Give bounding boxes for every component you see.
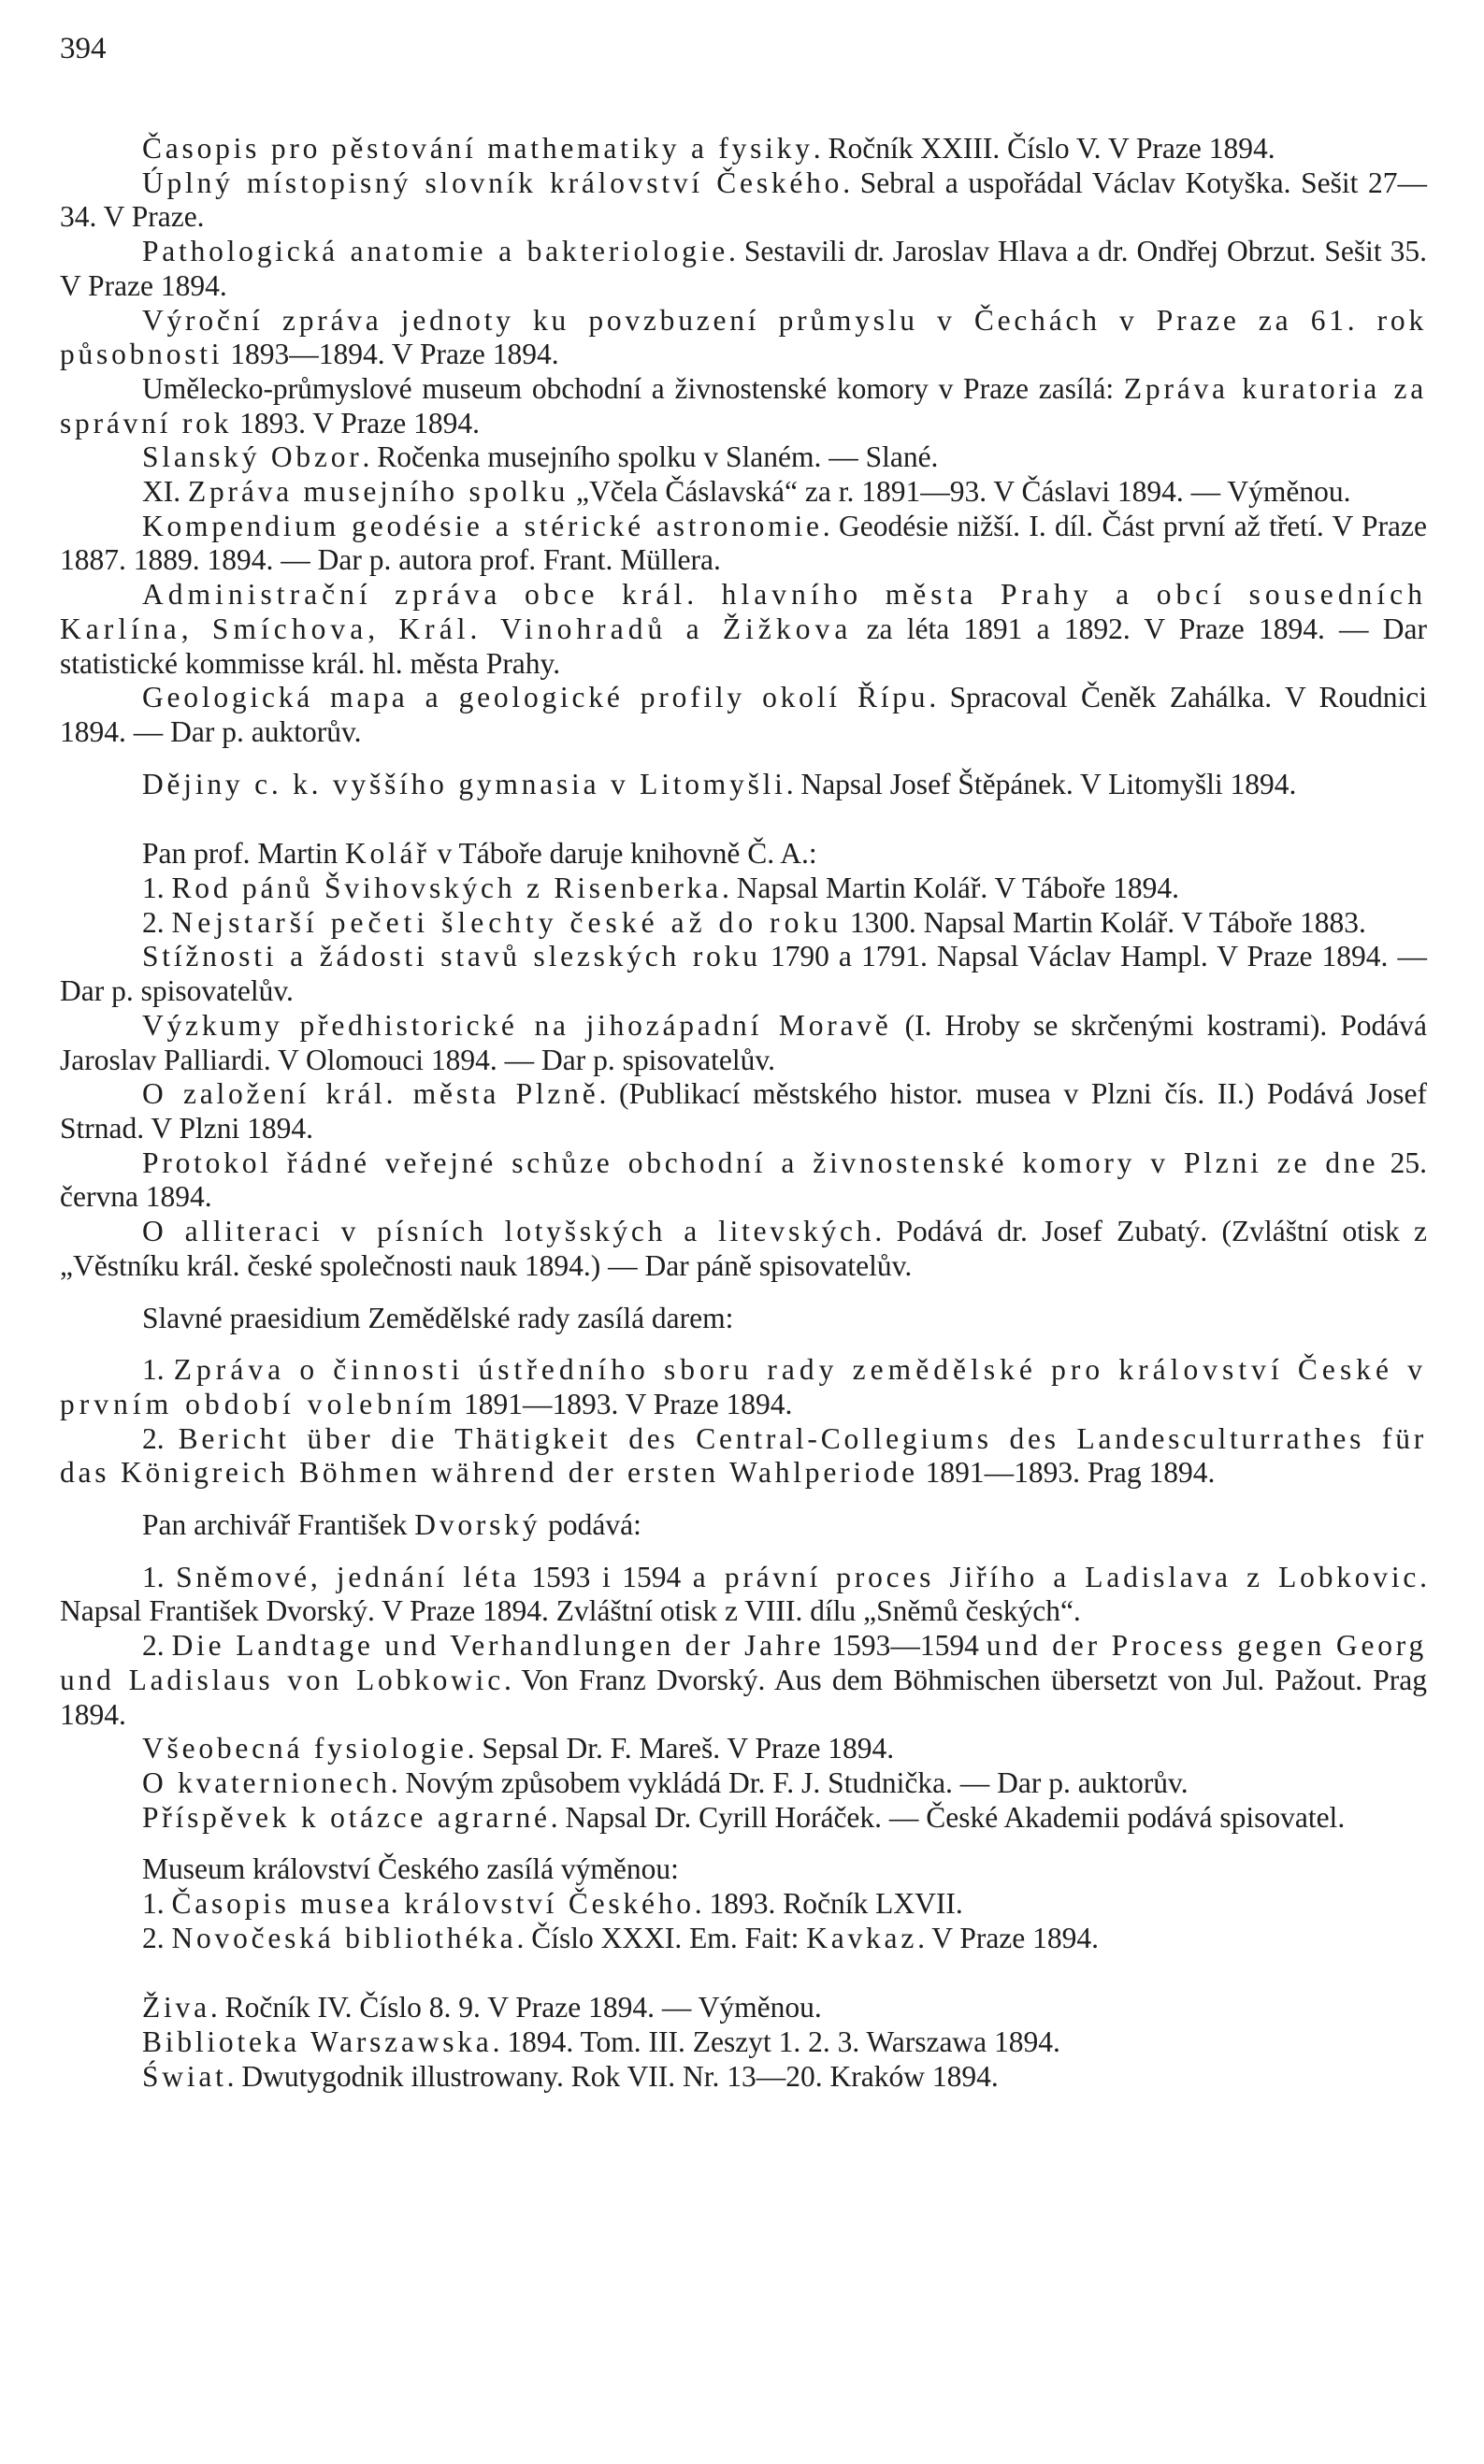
entry-27-rest: . Novým způsobem vykládá Dr. F. J. Studnička. — Dar p. auktorův. — [390, 1765, 1189, 1799]
entry-23 — [60, 1508, 1427, 1543]
entry-11-title: Dějiny c. k. vyššího gymnasia v Litomyšli — [142, 767, 786, 800]
entry-1-rest: . Ročník XXIII. Číslo V. V Praze 1894. — [813, 132, 1275, 165]
entry-22-pre: 2. — [142, 1421, 179, 1455]
page-number: 394 — [60, 32, 107, 65]
entry-26 — [60, 1732, 1427, 1766]
entry-12-pre: Pan prof. Martin — [142, 837, 345, 871]
entry-15-rest: 1790 a 1791. Napsal Václav Hampl. V Praze 1894. — Dar p. spisovatelův. — [60, 940, 1427, 1008]
entry-33-rest: . 1894. Tom. III. Zeszyt 1. 2. 3. Warszawa 1894. — [492, 2025, 1060, 2059]
entry-31-title-a: Novočeská bibliothéka — [171, 1921, 517, 1954]
entry-5-rest: 1893. V Praze 1894. — [232, 406, 480, 439]
entry-20 — [60, 1302, 1427, 1336]
entry-11 — [60, 768, 1427, 802]
entry-16-title: Výzkumy předhistorické na jihozápadní Moravě — [142, 1008, 892, 1042]
entry-32-title: Živa — [142, 1991, 210, 2025]
entry-26-rest: . Sepsal Dr. F. Mareš. V Praze 1894. — [467, 1732, 895, 1765]
entry-29-text: Museum království Českého zasílá výměnou: — [142, 1852, 679, 1886]
entry-4-title: Výroční zpráva jednoty ku povzbuzení průmyslu v Čechách v Praze za 61. rok působnosti — [60, 303, 1427, 371]
entry-32-rest: . Ročník IV. Číslo 8. 9. V Praze 1894. — Výměnou. — [209, 1991, 822, 2025]
entry-9 — [60, 578, 1427, 681]
entry-18-title: Protokol řádné veřejné schůze obchodní a živnostenské komory v Plzni ze dne — [142, 1146, 1379, 1179]
entry-10 — [60, 681, 1427, 749]
entry-17 — [60, 1077, 1427, 1146]
entry-23-title: Dvorský — [414, 1508, 541, 1542]
entry-24-rest: . Napsal František Dvorský. V Praze 1894. Zvláštní otisk z VIII. dílu „Sněmů českých“. — [60, 1560, 1427, 1628]
entry-2 — [60, 166, 1427, 235]
entry-2-title: Úplný místopisný slovník království Českého — [142, 166, 843, 199]
entry-12-rest: v Táboře daruje knihovně Č. A.: — [429, 837, 817, 871]
page-content — [60, 132, 1427, 2095]
entry-30-rest: . 1893. Ročník LXVII. — [694, 1887, 963, 1921]
entry-23-pre: Pan archivář František — [142, 1508, 415, 1542]
entry-34-title: Świat — [142, 2059, 227, 2093]
entry-32 — [60, 1991, 1427, 2025]
entry-31-title-b: Kavkaz — [806, 1921, 918, 1954]
entry-12-title: Kolář — [344, 837, 430, 871]
entry-5-pre: Umělecko-průmyslové museum obchodní a živnostenské komory v Praze zasílá: — [142, 371, 1124, 405]
entry-24 — [60, 1561, 1427, 1629]
entry-28-title: Příspěvek k otázce agrarné — [142, 1800, 551, 1834]
entry-10-rest: . Spracoval Čeněk Zahálka. V Roudnici 1894. — Dar p. auktorův. — [60, 681, 1428, 748]
entry-27-title: O kvaternionech — [142, 1765, 391, 1799]
entry-25-pre: 2. — [142, 1629, 172, 1663]
entry-28 — [60, 1801, 1427, 1836]
entry-11-rest: . Napsal Josef Štěpánek. V Litomyšli 1894. — [785, 767, 1297, 800]
entry-14-pre: 2. — [142, 905, 172, 939]
entry-13-title: Rod pánů Švihovských z Risenberka — [171, 872, 722, 905]
entry-7-pre: XI. — [142, 475, 188, 509]
entry-22-rest: 1891—1893. Prag 1894. — [917, 1456, 1216, 1490]
entry-21-rest: 1891—1893. V Praze 1894. — [456, 1387, 793, 1420]
entry-24-title-a: Sněmové, jednání léta — [176, 1560, 520, 1593]
entry-17-title: O založení král. města Plzně — [142, 1077, 599, 1111]
entry-31 — [60, 1922, 1427, 1956]
entry-21-title: Zpráva o činnosti ústředního sboru rady zemědělské pro království České v prvním období volebním — [60, 1353, 1427, 1420]
entry-33-title: Biblioteka Warszawska — [142, 2025, 493, 2059]
entry-1-title: Časopis pro pěstování mathematiky a fysiky — [142, 132, 814, 165]
entry-6-title: Slanský Obzor — [142, 440, 363, 474]
entry-5 — [60, 372, 1427, 440]
entry-30-title: Časopis musea království Českého — [171, 1887, 695, 1921]
entry-8-rest: . Geodésie nižší. I. díl. Část první až třetí. V Praze 1887. 1889. 1894. — Dar p. autora prof. Frant. Müllera. — [60, 509, 1427, 577]
entry-9-rest: za léta 1891 a 1892. V Praze 1894. — Dar statistické kommisse král. hl. města Prahy. — [60, 612, 1427, 680]
entry-7-rest: „Včela Čáslavská“ za r. 1891—93. V Čáslavi 1894. — Výměnou. — [569, 475, 1351, 509]
entry-20-text: Slavné praesidium Zemědělské rady zasílá darem: — [142, 1301, 734, 1334]
entry-2-rest: . Sebral a uspořádal Václav Kotyška. Sešit 27—34. V Praze. — [60, 166, 1427, 234]
entry-3-rest: . Sestavili dr. Jaroslav Hlava a dr. Ondřej Obrzut. Sešit 35. V Praze 1894. — [60, 235, 1427, 302]
entry-19-title: O alliteraci v písních lotyšských a litevských — [142, 1215, 875, 1248]
entry-34 — [60, 2060, 1427, 2095]
entry-13-rest: . Napsal Martin Kolář. V Táboře 1894. — [721, 872, 1179, 905]
entry-21 — [60, 1353, 1427, 1421]
entry-34-rest: . Dwutygodnik illustrowany. Rok VII. Nr. 13—20. Kraków 1894. — [226, 2059, 999, 2093]
entry-13-pre: 1. — [142, 872, 172, 905]
entry-31-mid: . Číslo XXXI. Em. Fait: — [516, 1921, 807, 1954]
entry-3-title: Pathologická anatomie a bakteriologie — [142, 235, 728, 268]
entry-15-title: Stížnosti a žádosti stavů slezských roku — [142, 940, 761, 973]
entry-13 — [60, 872, 1427, 906]
entry-1 — [60, 132, 1427, 166]
entry-30-pre: 1. — [142, 1887, 172, 1921]
entry-25 — [60, 1629, 1427, 1732]
entry-27 — [60, 1766, 1427, 1801]
entry-15 — [60, 940, 1427, 1008]
entry-7 — [60, 475, 1427, 510]
entry-25-title-a: Die Landtage und Verhandlungen der Jahre — [171, 1629, 825, 1663]
entry-19 — [60, 1215, 1427, 1283]
entry-4-rest: 1893—1894. V Praze 1894. — [223, 338, 559, 371]
entry-23-rest: podává: — [540, 1508, 641, 1542]
entry-7-title: Zpráva musejního spolku — [188, 475, 569, 509]
entry-5-title: Zpráva kuratoria za správní rok — [60, 371, 1428, 439]
entry-4 — [60, 304, 1427, 372]
entry-31-pre: 2. — [142, 1921, 172, 1954]
entry-14 — [60, 906, 1427, 941]
entry-25-mid: 1593—1594 — [824, 1629, 987, 1663]
entry-28-rest: . Napsal Dr. Cyrill Horáček. — České Akademii podává spisovatel. — [550, 1800, 1346, 1834]
entry-14-rest: 1300. Napsal Martin Kolář. V Táboře 1883. — [842, 905, 1366, 939]
entry-6 — [60, 440, 1427, 475]
entry-16 — [60, 1009, 1427, 1077]
entry-6-rest: . Ročenka musejního spolku v Slaném. — Slané. — [362, 440, 939, 474]
entry-8-title: Kompendium geodésie a stérické astronomie — [142, 509, 823, 542]
entry-8 — [60, 510, 1427, 578]
entry-31-rest: . V Praze 1894. — [917, 1921, 1100, 1954]
entry-19-rest: . Podává dr. Josef Zubatý. (Zvláštní otisk z „Věstníku král. české společnosti nauk 1894.) — Dar páně spisovatelův. — [60, 1215, 1427, 1282]
entry-24-title-b: a právní proces Jiřího a Ladislava z Lobkovic — [692, 1560, 1420, 1593]
entry-25-title-b: und der Process gegen Georg und Ladislaus von Lobkowic — [60, 1629, 1427, 1696]
entry-22 — [60, 1422, 1427, 1491]
entry-12 — [60, 837, 1427, 872]
entry-33 — [60, 2025, 1427, 2060]
entry-29 — [60, 1852, 1427, 1887]
entry-24-pre: 1. — [142, 1560, 177, 1593]
entry-25-rest: . Von Franz Dvorský. Aus dem Böhmischen übersetzt von Jul. Pažout. Prag 1894. — [60, 1663, 1427, 1731]
entry-10-title: Geologická mapa a geologické profily okolí Řípu — [142, 681, 929, 714]
entry-3 — [60, 235, 1427, 303]
entry-9-title: Administrační zpráva obce král. hlavního města Prahy a obcí sousedních Karlína, Smíchova, Král. Vinohradů a Žižkova — [60, 578, 1427, 645]
entry-22-title: Bericht über die Thätigkeit des Central-Collegiums des Landesculturrathes für das Königreich Böhmen während der ersten Wahlperiode — [60, 1421, 1427, 1490]
entry-18-rest: 25. června 1894. — [60, 1146, 1428, 1214]
entry-14-title: Nejstarší pečeti šlechty české až do roku — [171, 905, 843, 939]
entry-18 — [60, 1146, 1427, 1215]
entry-26-title: Všeobecná fysiologie — [142, 1732, 468, 1765]
entry-17-rest: . (Publikací městského histor. musea v Plzni čís. II.) Podává Josef Strnad. V Plzni 1894. — [60, 1077, 1427, 1145]
entry-30 — [60, 1887, 1427, 1922]
entry-24-mid: 1593 i 1594 — [519, 1560, 693, 1593]
entry-16-rest: (I. Hroby se skrčenými kostrami). Podává Jaroslav Palliardi. V Olomouci 1894. — Dar p. spisovatelův. — [60, 1008, 1427, 1076]
entry-21-pre: 1. — [142, 1353, 174, 1387]
